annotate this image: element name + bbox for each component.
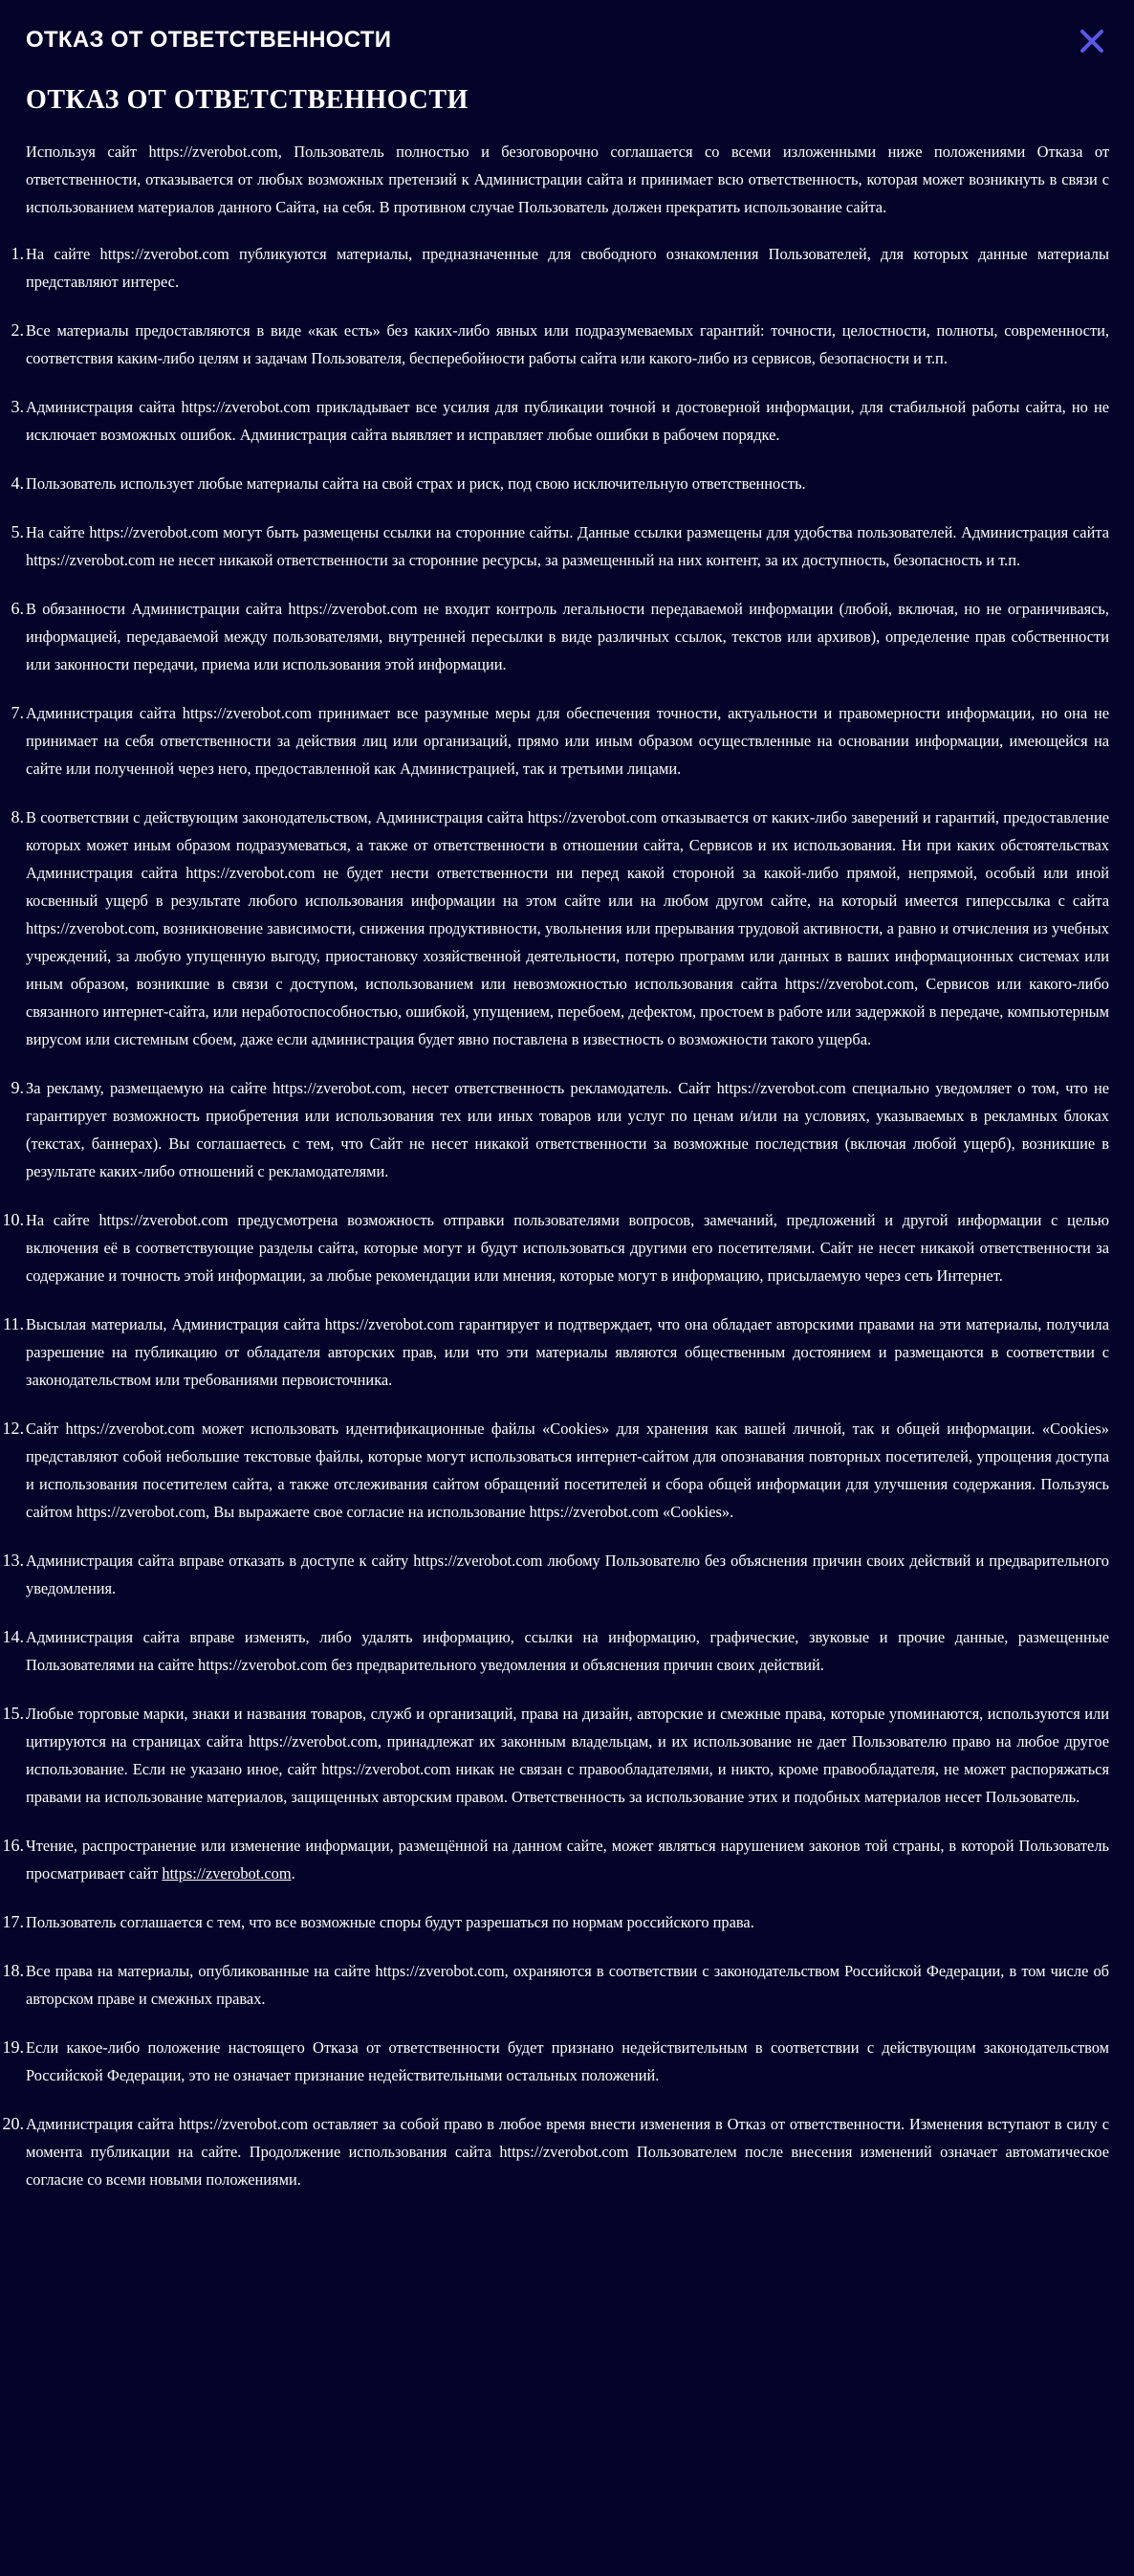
list-item <box>11 393 1109 449</box>
list-item-text: На сайте https://zverobot.com могут быть размещены ссылки на сторонние сайты. Данные ссылки размещены для удобства пользователей. Администрация сайта https://zverobot.com не несет никакой ответственности за сторонние ресурсы, за размещенный на них контент, за их доступность, безопасность и т.п. <box>26 523 1109 569</box>
list-item-number: 11. <box>3 1314 24 1333</box>
list-item-text: Администрация сайта вправе отказать в доступе к сайту https://zverobot.com любому Пользователю без объяснения причин своих действий и предварительного уведомления. <box>26 1552 1109 1597</box>
list-item <box>11 518 1109 574</box>
list-item-text: Если какое-либо положение настоящего Отказа от ответственности будет признано недействительным в соответствии с действующим законодательством Российской Федерации, это не означает признание недействительными остальных положений. <box>26 2038 1109 2084</box>
list-item <box>11 1074 1109 1185</box>
list-item <box>11 317 1109 372</box>
disclaimer-list <box>2 240 1109 2193</box>
list-item-text: Высылая материалы, Администрация сайта https://zverobot.com гарантирует и подтверждает, что она обладает авторскими правами на эти материалы, получила разрешение на публикацию от обладателя авторских прав, или что эти материалы являются общественным достоянием и размещаются в соответствии с законодательством или требованиями первоисточника. <box>26 1315 1109 1389</box>
list-item-text: Пользователь соглашается с тем, что все возможные споры будут разрешаться по нормам российского права. <box>26 1913 754 1931</box>
list-item-number: 3. <box>11 397 24 416</box>
list-item-number: 7. <box>11 703 24 722</box>
list-item-text: Администрация сайта https://zverobot.com оставляет за собой право в любое время внести изменения в Отказ от ответственности. Изменения вступают в силу с момента публикации на сайте. Продолжение использования сайта https://zverobot.com Пользователем после внесения изменений означает автоматическое согласие со всеми новыми положениями. <box>26 2115 1109 2189</box>
modal-body[interactable] <box>2 85 1109 2193</box>
list-item-tail: . <box>291 1864 295 1882</box>
list-item-number: 10. <box>2 1210 24 1229</box>
list-item <box>2 1700 1109 1811</box>
list-item-number: 17. <box>2 1912 24 1931</box>
list-item-number: 4. <box>11 473 24 493</box>
list-item-text: На сайте https://zverobot.com публикуются материалы, предназначенные для свободного ознакомления Пользователей, для которых данные материалы представляют интерес. <box>26 245 1109 291</box>
list-item-number: 19. <box>2 2037 24 2057</box>
list-item-number: 6. <box>11 599 24 618</box>
list-item <box>2 2110 1109 2193</box>
list-item-text: Администрация сайта вправе изменять, либо удалять информацию, ссылки на информацию, графические, звуковые и прочие данные, размещенные Пользователями на сайте https://zverobot.com без предварительного уведомления и объяснения причин своих действий. <box>26 1628 1109 1674</box>
list-item <box>2 1547 1109 1602</box>
list-item <box>2 2034 1109 2089</box>
list-item-text: Администрация сайта https://zverobot.com прикладывает все усилия для публикации точной и достоверной информации, для стабильной работы сайта, но не исключает возможных ошибок. Администрация сайта выявляет и исправляет любые ошибки в рабочем порядке. <box>26 398 1109 444</box>
close-button[interactable] <box>1077 25 1107 57</box>
list-item-number: 15. <box>2 1704 24 1723</box>
modal-title: ОТКАЗ ОТ ОТВЕТСТВЕННОСТИ <box>26 27 392 53</box>
list-item <box>11 470 1109 497</box>
site-link[interactable]: https://zverobot.com <box>162 1864 292 1882</box>
list-item-text: Все права на материалы, опубликованные на сайте https://zverobot.com, охраняются в соответствии с законодательством Российской Федерации, в том числе об авторском праве и смежных правах. <box>26 1962 1109 2008</box>
list-item-text: Сайт https://zverobot.com может использовать идентификационные файлы «Cookies» для хранения как вашей личной, так и общей информации. «Cookies» представляют собой небольшие текстовые файлы, которые могут использоваться интернет-сайтом для опознавания повторных посетителей, упрощения доступа и использования посетителем сайта, а также отслеживания сайтом обращений посетителей и сбора общей информации для улучшения содержания. Пользуясь сайтом https://zverobot.com, Вы выражаете свое согласие на использование https://zverobot.com «Cookies». <box>26 1420 1109 1521</box>
list-item-text: На сайте https://zverobot.com предусмотрена возможность отправки пользователями вопросов, замечаний, предложений и другой информации с целью включения её в соответствующие разделы сайта, которые могут и будут использоваться другими его посетителями. Сайт не несет никакой ответственности за содержание и точность этой информации, за любые рекомендации или мнения, которые могут в информацию, присылаемую через сеть Интернет. <box>26 1211 1109 1285</box>
list-item <box>2 1206 1109 1289</box>
list-item-number: 13. <box>2 1551 24 1570</box>
list-item <box>3 1310 1109 1394</box>
list-item <box>2 1908 1109 1936</box>
close-icon <box>1077 25 1107 57</box>
list-item <box>11 804 1109 1053</box>
list-item-text: В соответствии с действующим законодательством, Администрация сайта https://zverobot.com отказывается от каких-либо заверений и гарантий, предоставление которых может иным образом подразумеваться, а также от ответственности в отношении сайта, Сервисов и их использования. Ни при каких обстоятельствах Администрация сайта https://zverobot.com не будет нести ответственности ни перед какой стороной за какой-либо прямой, непрямой, особый или иной косвенный ущерб в результате любого использования информации на этом сайте или на любом другом сайте, на который имеется гиперссылка с сайта https://zverobot.com, возникновение зависимости, снижения продуктивности, увольнения или прерывания трудовой активности, а равно и отчисления из учебных учреждений, за любую упущенную выгоду, приостановку хозяйственной деятельности, потерю программ или данных в ваших информационных системах или иным образом, возникшие в связи с доступом, использованием или невозможностью использования сайта https://zverobot.com, Сервисов или какого-либо связанного интернет-сайта, или неработоспособностью, ошибкой, упущением, перебоем, дефектом, простоем в работе или задержкой в передаче, компьютерным вирусом или системным сбоем, даже если администрация будет явно поставлена в известность о возможности такого ущерба. <box>26 808 1109 1048</box>
list-item <box>2 1415 1109 1526</box>
list-item-number: 14. <box>2 1627 24 1646</box>
list-item-text: Все материалы предоставляются в виде «как есть» без каких-либо явных или подразумеваемых гарантий: точности, целостности, полноты, современности, соответствия каким-либо целям и задачам Пользователя, бесперебойности работы сайта или какого-либо из сервисов, безопасности и т.п. <box>26 321 1109 367</box>
list-item-text: Любые торговые марки, знаки и названия товаров, служб и организаций, права на дизайн, авторские и смежные права, которые упоминаются, используются или цитируются на страницах сайта https://zverobot.com, принадлежат их законным владельцам, и их использование не дает Пользователю право на любое другое использование. Если не указано иное, сайт https://zverobot.com никак не связан с правообладателями, и никто, кроме правообладателя, не может распоряжаться правами на использование материалов, защищенных авторским правом. Ответственность за использование этих и подобных материалов несет Пользователь. <box>26 1705 1109 1806</box>
list-item-number: 18. <box>2 1961 24 1980</box>
list-item <box>2 1623 1109 1679</box>
document-title: ОТКАЗ ОТ ОТВЕТСТВЕННОСТИ <box>26 85 469 115</box>
intro-paragraph: Используя сайт https://zverobot.com, Пользователь полностью и безоговорочно соглашается со всеми изложенными ниже положениями Отказа от ответственности, отказывается от любых возможных претензий к Администрации сайта и принимает всю ответственность, которая может возникнуть в связи с использованием материалов данного Сайта, на себя. В противном случае Пользователь должен прекратить использование сайта. <box>26 143 1109 216</box>
list-item-number: 9. <box>11 1078 24 1097</box>
list-item-number: 12. <box>2 1419 24 1438</box>
list-item-number: 1. <box>11 244 24 263</box>
list-item <box>11 699 1109 782</box>
list-item-text: В обязанности Администрации сайта https://zverobot.com не входит контроль легальности передаваемой информации (любой, включая, но не ограничиваясь, информацией, передаваемой между пользователями, внутренней пересылки в виде различных ссылок, текстов или архивов), определение прав собственности или законности передачи, приема или использования этой информации. <box>26 600 1109 673</box>
list-item-text: За рекламу, размещаемую на сайте https://zverobot.com, несет ответственность рекламодатель. Сайт https://zverobot.com специально уведомляет о том, что не гарантирует возможность приобретения или использования тех или иных товаров или услуг по ценам и/или на условиях, указываемых в рекламных блоках (текстах, баннерах). Вы соглашаетесь с тем, что Сайт не несет никакой ответственности за возможные последствия (включая любой ущерб), возникшие в результате каких-либо отношений с рекламодателями. <box>26 1079 1109 1180</box>
list-item <box>2 1832 1109 1887</box>
list-item-text: Администрация сайта https://zverobot.com принимает все разумные меры для обеспечения точности, актуальности и правомерности информации, но она не принимает на себя ответственности за действия лиц или организаций, прямо или иным образом осуществленные на основании информации, имеющейся на сайте или полученной через него, предоставленной как Администрацией, так и третьими лицами. <box>26 704 1109 778</box>
list-item <box>2 1957 1109 2013</box>
list-item <box>11 240 1109 296</box>
list-item-number: 8. <box>11 807 24 826</box>
list-item-number: 20. <box>2 2114 24 2133</box>
list-item-number: 2. <box>11 320 24 340</box>
list-item-number: 16. <box>2 1836 24 1855</box>
list-item-text: Чтение, распространение или изменение информации, размещённой на данном сайте, может являться нарушением законов той страны, в которой Пользователь просматривает сайт <box>26 1837 1109 1882</box>
list-item-text: Пользователь использует любые материалы сайта на свой страх и риск, под свою исключительную ответственность. <box>26 474 806 493</box>
list-item-number: 5. <box>11 522 24 541</box>
list-item <box>11 595 1109 678</box>
modal-header <box>26 0 1109 88</box>
